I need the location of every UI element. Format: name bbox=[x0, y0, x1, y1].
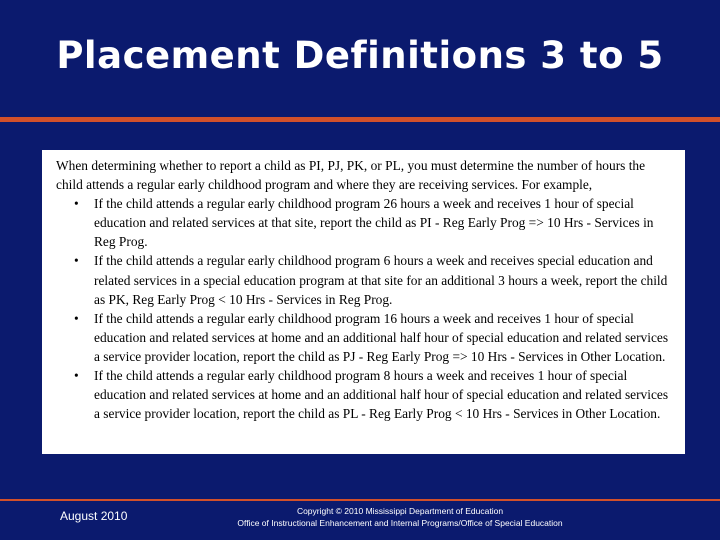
list-item bbox=[56, 194, 675, 251]
slide-title: Placement Definitions 3 to 5 bbox=[56, 34, 664, 77]
bullet-icon: • bbox=[74, 368, 79, 384]
bullet-icon: • bbox=[74, 310, 79, 326]
list-item-text: If the child attends a regular early childhood program 26 hours a week and receives 1 hour of special education and related services at that site, report the child as PI - Reg Early Prog => 10 Hrs - Services in Reg Prog. bbox=[94, 196, 654, 250]
top-divider bbox=[0, 117, 720, 122]
example-list bbox=[56, 194, 675, 423]
copyright-line: Copyright © 2010 Mississippi Department of Education bbox=[296, 506, 504, 516]
footer-copyright bbox=[200, 505, 600, 529]
list-item bbox=[56, 251, 675, 308]
list-item bbox=[56, 366, 675, 423]
list-item-text: If the child attends a regular early childhood program 16 hours a week and receives 1 hour of special education and related services at home and an additional half hour of special education and related services a service provider location, report the child as PJ - Reg Early Prog => 10 Hrs - Services in Other Location. bbox=[94, 310, 669, 364]
list-item-text: If the child attends a regular early childhood program 6 hours a week and receives special education and related services in a special education program at that site for an additional 3 hours a week, report the child as PK, Reg Early Prog < 10 Hrs - Services in Reg Prog. bbox=[94, 253, 668, 307]
content-box bbox=[42, 150, 685, 454]
list-item bbox=[56, 309, 675, 366]
intro-paragraph: When determining whether to report a child as PI, PJ, PK, or PL, you must determine the number of hours the child attends a regular early childhood program and where they are receiving services. For example, bbox=[56, 158, 646, 193]
bottom-divider bbox=[0, 499, 720, 501]
bullet-icon: • bbox=[74, 253, 79, 269]
office-line: Office of Instructional Enhancement and Internal Programs/Office of Special Education bbox=[237, 518, 563, 528]
bullet-icon: • bbox=[74, 196, 79, 212]
list-item-text: If the child attends a regular early childhood program 8 hours a week and receives 1 hour of special education and related services at home and an additional half hour of special education and related services a service provider location, report the child as PL - Reg Early Prog < 10 Hrs - Services in Other Location. bbox=[94, 368, 669, 422]
footer-date: August 2010 bbox=[60, 509, 128, 523]
